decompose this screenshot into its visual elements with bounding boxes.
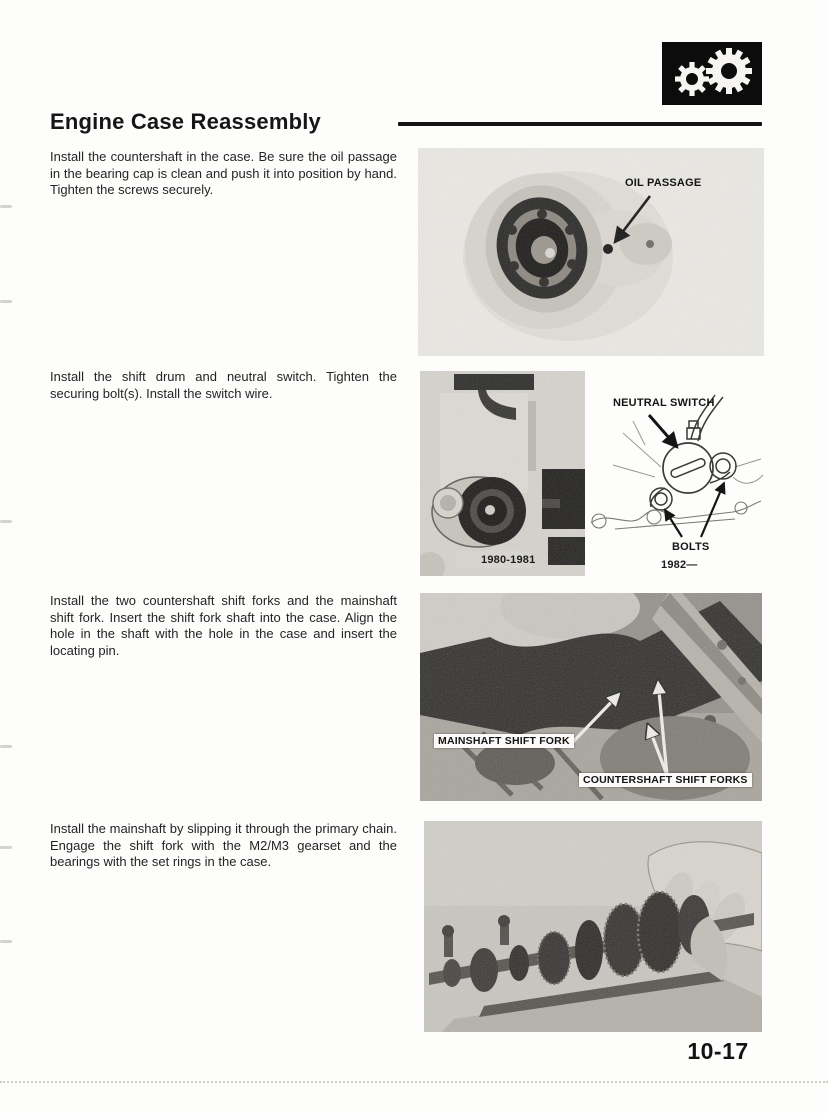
figure-neutral-switch: [420, 371, 764, 576]
countershaft-shift-forks-label: COUNTERSHAFT SHIFT FORKS: [579, 773, 752, 787]
bolts-label: BOLTS: [672, 541, 710, 553]
figure-mainshaft-photo: [424, 821, 762, 1032]
page-number: 10-17: [687, 1038, 749, 1064]
scan-artifact-mark: [0, 205, 12, 208]
page-title: Engine Case Reassembly: [50, 109, 321, 134]
figure-shift-forks-photo: [420, 593, 762, 801]
caption-1980-1981: 1980-1981: [481, 554, 536, 566]
step-text-2: Install the shift drum and neutral switch. Tighten the securing bolt(s). Install the switch wire.: [50, 369, 397, 401]
oil-passage-label: OIL PASSAGE: [625, 177, 702, 189]
scan-artifact-mark: [0, 300, 12, 303]
figure-oil-passage-photo: [418, 148, 764, 356]
step-text-3: Install the two countershaft shift forks and the mainshaft shift fork. Insert the shift fork shaft into the case. Align the hole in the shaft with the hole in the case and insert the locating pin.: [50, 593, 397, 658]
scan-artifact-mark: [0, 940, 12, 943]
caption-1982: 1982—: [661, 559, 698, 571]
scan-artifact-mark: [0, 846, 12, 849]
scan-artifact-mark: [0, 745, 12, 748]
neutral-switch-label: NEUTRAL SWITCH: [613, 397, 715, 409]
mainshaft-shift-fork-label: MAINSHAFT SHIFT FORK: [434, 734, 574, 748]
gears-icon: [662, 42, 762, 105]
scan-artifact-line: [0, 1081, 828, 1083]
scan-artifact-mark: [0, 520, 12, 523]
step-text-4: Install the mainshaft by slipping it through the primary chain. Engage the shift fork with the M2/M3 gearset and the bearings with the set rings in the case.: [50, 821, 397, 870]
step-text-1: Install the countershaft in the case. Be sure the oil passage in the bearing cap is clean and push it into position by hand. Tighten the screws securely.: [50, 149, 397, 198]
title-rule: [398, 122, 762, 126]
